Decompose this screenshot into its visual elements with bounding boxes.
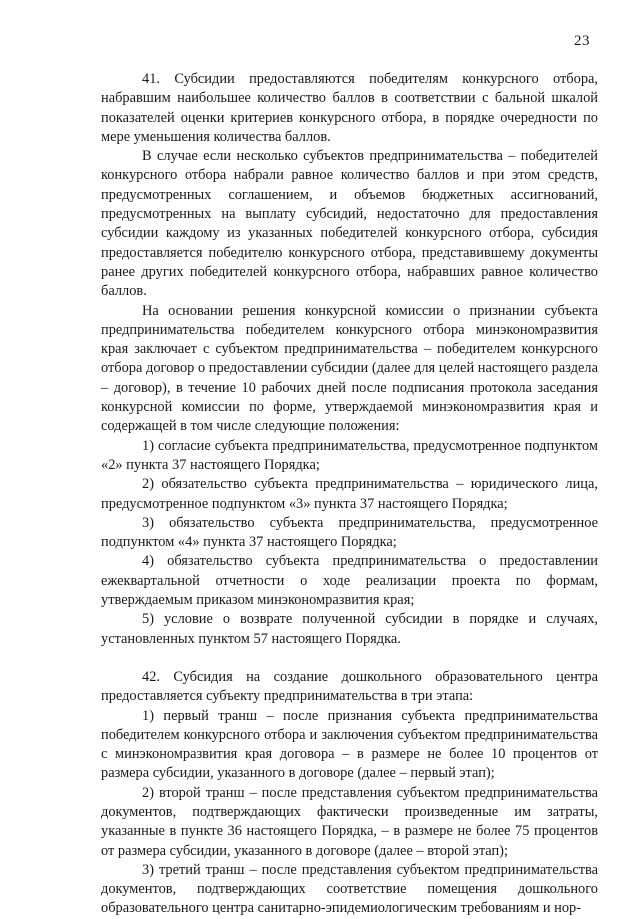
- list-item: 1) согласие субъекта предпринимательства, предусмотренное подпунктом «2» пункта 37 настоящего Порядка;: [101, 437, 598, 473]
- list-item: 3) третий транш – после представления субъектом предпринимательства документов, подтверждающих соответствие помещения дошкольного образовательного центра санитарно-эпидемиологическим требованиям и нор-: [101, 861, 598, 917]
- paragraph-41: 41. Субсидии предоставляются победителям конкурсного отбора, набравшим наибольшее количество баллов в соответствии с бальной шкалой показателей оценки критериев конкурсного отбора, в порядке очередности по мере уменьшения количества баллов.: [101, 71, 598, 145]
- list-item: 2) обязательство субъекта предпринимательства – юридического лица, предусмотренное подпунктом «3» пункта 37 настоящего Порядка;: [101, 476, 598, 512]
- list-item: 2) второй транш – после представления субъектом предпринимательства документов, подтверждающих фактически произведенные им затраты, указанные в пункте 36 настоящего Порядка, – в размере не более 75 процентов от размера субсидии, указанного в договоре (далее – второй этап);: [101, 784, 598, 859]
- paragraph-agreement: На основании решения конкурсной комиссии о признании субъекта предпринимательства победителем конкурсного отбора минэкономразвития края заключает с субъектом предпринимательства – победителем конкурсного отбора договор о предоставлении субсидии (далее для целей настоящего раздела – договор), в течение 10 рабочих дней после подписания протокола заседания конкурсной комиссии по форме, утверждаемой минэкономразвития края и содержащей в том числе следующие положения:: [101, 302, 598, 435]
- document-body: [101, 70, 598, 919]
- page-number: 23: [574, 33, 590, 49]
- paragraph-42: 42. Субсидия на создание дошкольного образовательного центра предоставляется субъекту предпринимательства в три этапа:: [101, 668, 598, 705]
- paragraph-equal-points: В случае если несколько субъектов предпринимательства – победителей конкурсного отбора набрали равное количество баллов и при этом средств, предусмотренных соглашением, и объемов бюджетных ассигнований, предусмотренных на выплату субсидий, недостаточно для предоставления субсидии каждому из указанных победителей конкурсного отбора, субсидия предоставляется победителю конкурсного отбора, представившему документы ранее других победителей конкурсного отбора, набравших равное количество баллов.: [101, 148, 598, 300]
- list-item: 3) обязательство субъекта предпринимательства, предусмотренное подпунктом «4» пункта 37 настоящего Порядка;: [101, 514, 598, 551]
- list-item: 1) первый транш – после признания субъекта предпринимательства победителем конкурсного отбора и заключения субъектом предпринимательства с минэкономразвития края договора – в размере не более 10 процентов от размера субсидии, указанного в договоре (далее – первый этап);: [101, 707, 598, 782]
- list-item: 5) условие о возврате полученной субсидии в порядке и случаях, установленных пунктом 57 настоящего Порядка.: [101, 611, 598, 647]
- list-item: 4) обязательство субъекта предпринимательства о предоставлении ежеквартальной отчетности о ходе реализации проекта по формам, утверждаемым приказом минэкономразвития края;: [101, 553, 598, 609]
